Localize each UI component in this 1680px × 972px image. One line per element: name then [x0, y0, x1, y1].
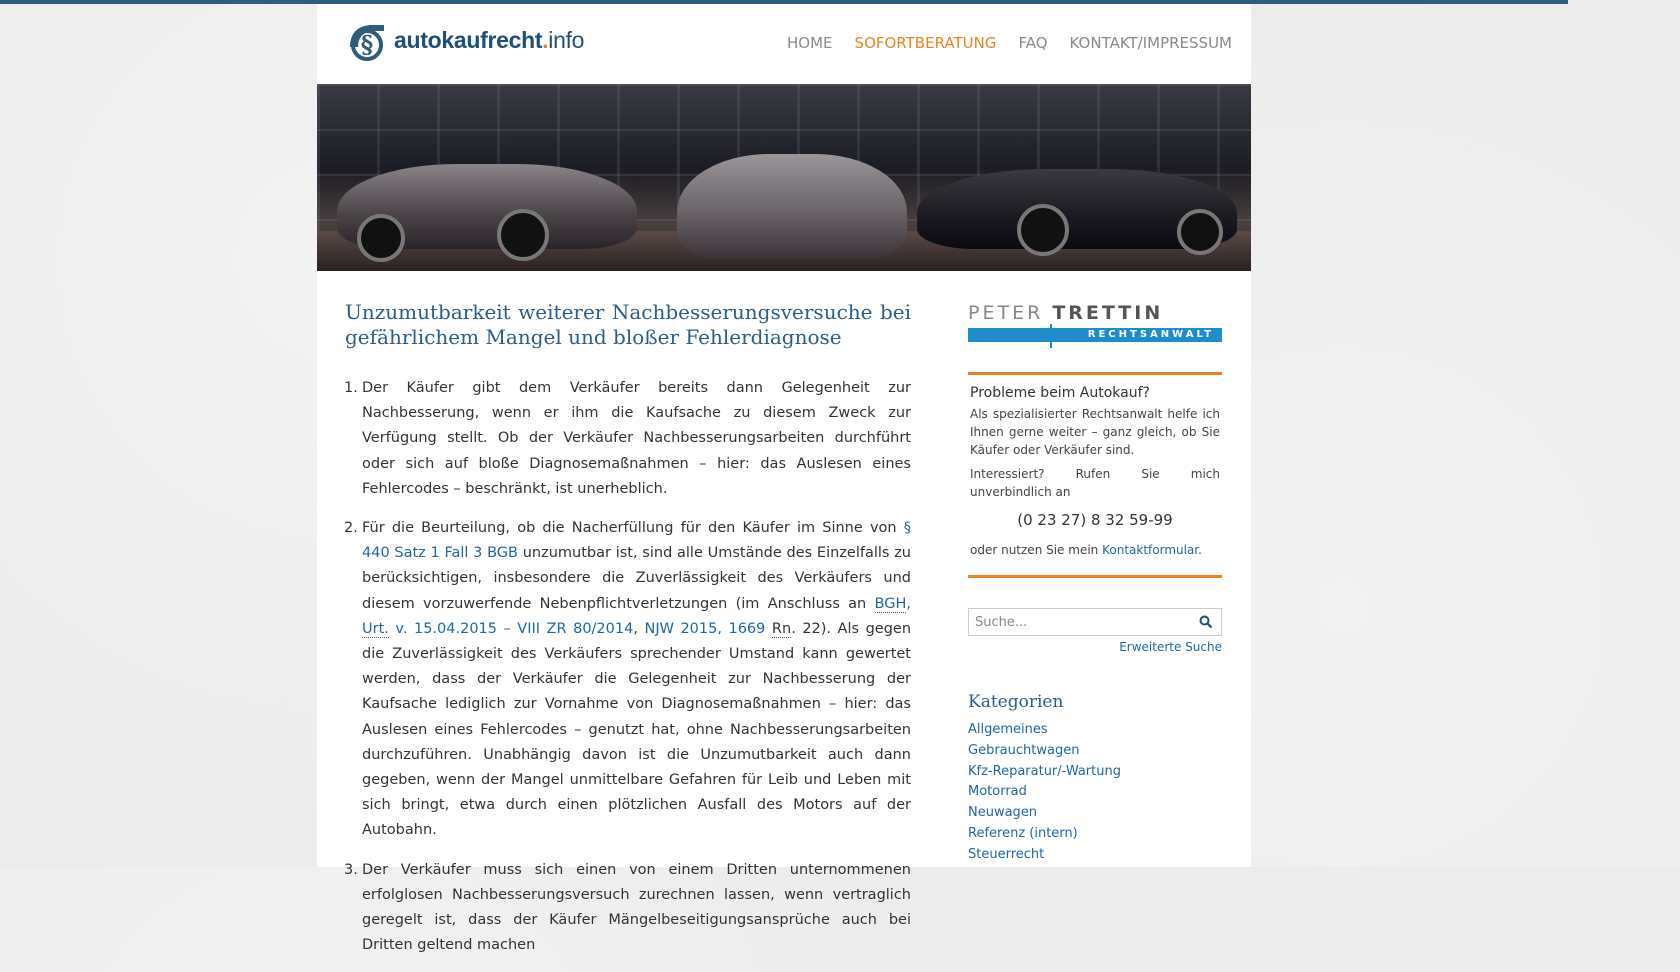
- site-logo-text: autokaufrecht.info: [394, 26, 585, 53]
- categories-title: Kategorien: [968, 692, 1064, 712]
- list-item: [968, 762, 1222, 783]
- abbr-bgh: BGH: [874, 595, 907, 612]
- paragraph-logo-icon: [344, 17, 390, 63]
- list-item-text: Für die Beurteilung, ob die Nacherfüllung für den Käufer im Sinne von: [362, 520, 904, 537]
- categories-list: [968, 720, 1222, 866]
- header-banner-image: [317, 84, 1251, 271]
- category-kfz-reparatur[interactable]: Kfz-Reparatur/-Wartung: [968, 763, 1121, 779]
- list-item-text: Der Käufer gibt dem Verkäufer bereits dann Gelegenheit zur Nachbesserung, wenn er ihm die Kaufsache zu diesem Zweck zur Verfügung stellt. Ob der Verkäufer Nachbesserungsarbeiten durchführt oder sich auf bloße Diagnosemaßnahmen – hier: das Auslesen eines Fehlercodes – beschränkt, ist unerheblich.: [362, 380, 911, 497]
- category-steuerrecht[interactable]: Steuerrecht: [968, 846, 1045, 862]
- list-item-number: 3.: [344, 861, 358, 878]
- abbr-rn: Rn: [771, 620, 792, 637]
- site-logo[interactable]: [344, 17, 584, 63]
- search-box: [968, 608, 1222, 636]
- list-item: [968, 782, 1222, 803]
- list-item: 2. Für die Beurteilung, ob die Nacherfüllung für den Käufer im Sinne von § 440 Satz 1 Fall 3 BGB unzumutbar ist, sind alle Umstände des Einzelfalls zu berücksichtigen, insbesondere die Zuverlässigkeit des Verkäufers und diesem vorzuwerfende Nebenpflichtverletzungen (im Anschluss an BGH, Urt. v. 15.04.2015 – VIII ZR 80/2014, NJW 2015, 1669 Rn. 22). Als gegen die Zuverlässigkeit des Verkäufers sprechender Umstand kann gewertet werden, dass der Verkäufer die Gelegenheit zur Nachbesserung der Kaufsache lediglich zur Vornahme von Diagnosemaßnahmen – hier: das Auslesen eines Fehlercodes – genutzt hat, ohne Nachbesserungsarbeiten durchzuführen. Unabhängig davon ist die Unzumutbarkeit auch dann gegeben, wenn der Mangel unmittelbare Gefahren für Leib und Leben mit sich bringt, etwa durch einen plötzlichen Ausfall des Motors auf der Autobahn.: [362, 516, 911, 844]
- contact-box-title: Probleme beim Autokauf?: [970, 385, 1150, 401]
- nav-sofortberatung[interactable]: SOFORTBERATUNG: [854, 34, 997, 52]
- case-link-bgh[interactable]: BGH, Urt. v. 15.04.2015 – VIII ZR 80/2014: [362, 595, 911, 637]
- list-item: [344, 858, 911, 959]
- site-header: [317, 4, 1251, 84]
- page-container: [317, 4, 1251, 954]
- nav-home[interactable]: HOME: [787, 34, 833, 52]
- search-icon[interactable]: [1199, 615, 1213, 629]
- list-item: [344, 376, 911, 502]
- nav-faq[interactable]: FAQ: [1018, 34, 1048, 52]
- contact-form-link[interactable]: Kontaktformular: [1102, 543, 1199, 557]
- search-input[interactable]: [969, 609, 1201, 635]
- list-item: [968, 803, 1222, 824]
- journal-link-njw[interactable]: NJW 2015, 1669: [644, 620, 766, 637]
- nav-kontakt-impressum[interactable]: KONTAKT/IMPRESSUM: [1069, 34, 1232, 52]
- category-gebrauchtwagen[interactable]: Gebrauchtwagen: [968, 742, 1080, 758]
- headnote-list: [345, 376, 911, 958]
- category-neuwagen[interactable]: Neuwagen: [968, 805, 1038, 821]
- lawyer-logo: [968, 302, 1222, 350]
- list-item: [968, 824, 1222, 845]
- lawyer-title: RECHTSANWALT: [968, 328, 1222, 342]
- list-item-number: 2.: [344, 520, 358, 537]
- abbr-urt: Urt.: [362, 620, 389, 637]
- contact-box-cta: Interessiert? Rufen Sie mich unverbindlich an: [970, 467, 1220, 499]
- article-title: Unzumutbarkeit weiterer Nachbesserungsversuche bei gefährlichem Mangel und bloßer Fehlerdiagnose: [345, 300, 911, 349]
- lawyer-logo-divider: [1050, 324, 1052, 348]
- contact-box: [968, 372, 1222, 578]
- contact-box-form-text: oder nutzen Sie mein Kontaktformular.: [970, 543, 1202, 557]
- list-item: [968, 741, 1222, 762]
- list-item: [968, 845, 1222, 866]
- list-item: [968, 720, 1222, 741]
- advanced-search-link[interactable]: Erweiterte Suche: [1119, 640, 1222, 654]
- list-item-text: Der Verkäufer muss sich einen von einem Dritten unternommenen erfolglosen Nachbesserungsversuch zurechnen lassen, wenn vertraglich geregelt ist, dass der Käufer Mängelbeseitigungsansprüche auch bei Dritten geltend machen: [362, 861, 911, 954]
- svg-text:§: §: [360, 30, 374, 59]
- sidebar: [968, 302, 1222, 866]
- phone-number[interactable]: (0 23 27) 8 32 59-99: [1017, 511, 1173, 529]
- article: [345, 300, 911, 972]
- contact-box-text: Als spezialisierter Rechtsanwalt helfe ich Ihnen gerne weiter – ganz gleich, ob Sie Käufer oder Verkäufer sind.: [970, 407, 1220, 457]
- list-item-number: 1.: [344, 380, 358, 396]
- category-allgemeines[interactable]: Allgemeines: [968, 722, 1048, 737]
- category-referenz[interactable]: Referenz (intern): [968, 825, 1078, 841]
- category-motorrad[interactable]: Motorrad: [968, 784, 1027, 800]
- advanced-search: [968, 640, 1222, 654]
- law-link-440-bgb[interactable]: § 440 Satz 1 Fall 3 BGB: [362, 520, 911, 562]
- list-item-text: unzumutbar ist, sind alle Umstände des Einzelfalls zu berücksichtigen, insbesondere die Zuverlässigkeit des Verkäufers und diesem vorzuwerfende Nebenpflichtverletzungen (im Anschluss an: [362, 545, 911, 612]
- lawyer-first-name: PETER: [968, 302, 1044, 324]
- list-item-text: . 22). Als gegen die Zuverlässigkeit des Verkäufers sprechender Umstand kann gewertet werden, dass der Verkäufer die Gelegenheit zur Nachbesserung der Kaufsache lediglich zur Vornahme von Diagnosemaßnahmen – hier: das Auslesen eines Fehlercodes – genutzt hat, ohne Nachbesserungsarbeiten durchzuführen. Unabhängig davon ist die Unzumutbarkeit auch dann gegeben, wenn der Mangel unmittelbare Gefahren für Leib und Leben mit sich bringt, etwa durch einen plötzlichen Ausfall des Motors auf der Autobahn.: [362, 620, 912, 839]
- categories-widget: [968, 692, 1222, 866]
- main-nav: [787, 34, 1232, 52]
- lawyer-last-name: TRETTIN: [1052, 302, 1164, 324]
